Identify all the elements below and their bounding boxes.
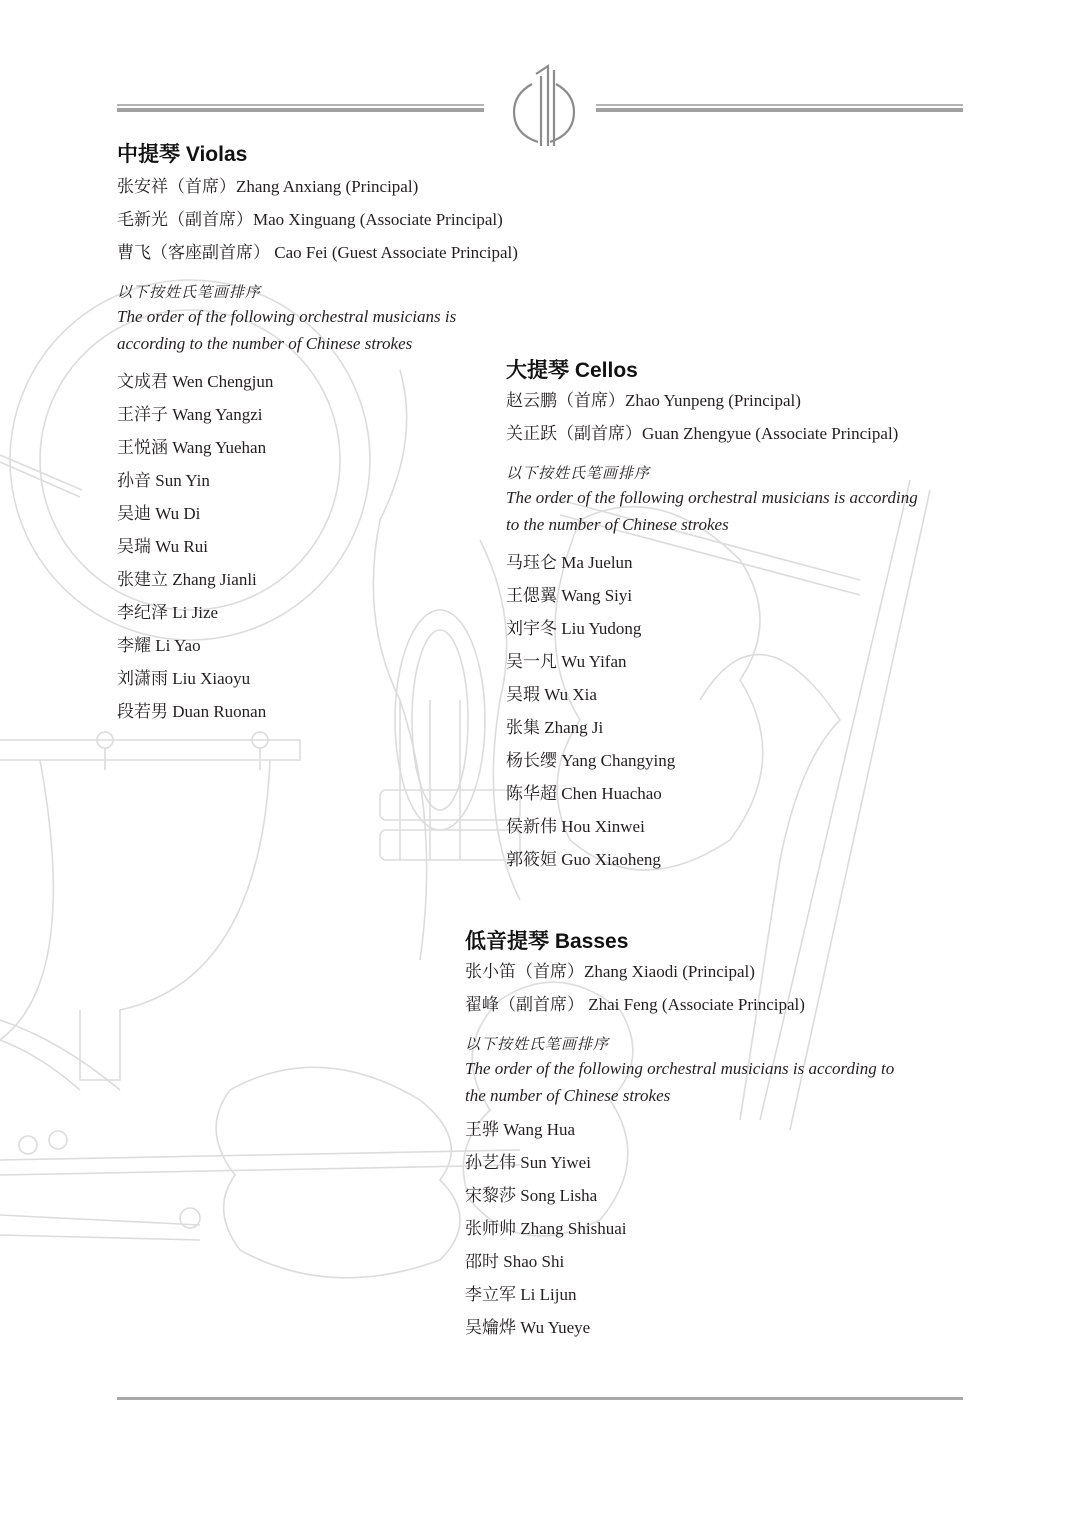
list-item: 吴迪 Wu Di xyxy=(117,504,201,523)
list-item: 邵时 Shao Shi xyxy=(465,1252,565,1271)
basses-order-note-zh: 以下按姓氏笔画排序 xyxy=(465,1037,610,1053)
list-item: 王偲翼 Wang Siyi xyxy=(506,586,633,605)
list-item: 马珏仑 Ma Juelun xyxy=(506,553,633,572)
bass-associate-principal: 翟峰（副首席） Zhai Feng (Associate Principal) xyxy=(465,995,805,1014)
cellos-order-note-en-1: The order of the following orchestral musicians is according xyxy=(506,488,918,507)
header-rule-left xyxy=(117,104,484,113)
basses-section xyxy=(465,929,894,1344)
list-item: 陈华超 Chen Huachao xyxy=(506,784,662,803)
viola-associate-principal: 毛新光（副首席）Mao Xinguang (Associate Principal) xyxy=(117,210,503,229)
list-item: 李耀 Li Yao xyxy=(117,636,201,655)
list-item: 孙音 Sun Yin xyxy=(117,471,210,490)
cello-principal: 赵云鹏（首席）Zhao Yunpeng (Principal) xyxy=(506,391,801,410)
list-item: 段若男 Duan Ruonan xyxy=(117,702,267,721)
viola-principal: 张安祥（首席）Zhang Anxiang (Principal) xyxy=(117,177,419,196)
violas-order-note-zh: 以下按姓氏笔画排序 xyxy=(117,285,262,301)
list-item: 侯新伟 Hou Xinwei xyxy=(506,817,645,836)
basses-heading: 低音提琴 Basses xyxy=(465,930,629,953)
list-item: 吴一凡 Wu Yifan xyxy=(506,652,627,671)
violas-order-note-en-1: The order of the following orchestral musicians is xyxy=(117,307,457,326)
cellos-section xyxy=(506,358,918,876)
list-item: 郭筱姮 Guo Xiaoheng xyxy=(506,850,661,869)
orchestra-logo-icon xyxy=(508,62,580,148)
cellos-order-note-zh: 以下按姓氏笔画排序 xyxy=(506,466,651,482)
list-item: 孙艺伟 Sun Yiwei xyxy=(465,1153,591,1172)
list-item: 刘宇冬 Liu Yudong xyxy=(506,619,642,638)
list-item: 文成君 Wen Chengjun xyxy=(117,372,274,391)
header-rule-right xyxy=(596,104,963,113)
list-item: 吴瑞 Wu Rui xyxy=(117,537,208,556)
violas-order-note-en-2: according to the number of Chinese strokes xyxy=(117,334,413,353)
list-item: 张师帅 Zhang Shishuai xyxy=(465,1219,627,1238)
list-item: 张建立 Zhang Jianli xyxy=(117,570,257,589)
list-item: 王骅 Wang Hua xyxy=(465,1120,576,1139)
list-item: 吴爚烨 Wu Yueye xyxy=(465,1318,591,1337)
violas-heading: 中提琴 Violas xyxy=(117,143,248,166)
list-item: 王悦涵 Wang Yuehan xyxy=(117,438,267,457)
cellos-heading: 大提琴 Cellos xyxy=(506,359,638,382)
violas-section xyxy=(117,142,518,728)
list-item: 张集 Zhang Ji xyxy=(506,718,604,737)
bass-principal: 张小笛（首席）Zhang Xiaodi (Principal) xyxy=(465,962,755,981)
list-item: 吴瑕 Wu Xia xyxy=(506,685,597,704)
list-item: 杨长缨 Yang Changying xyxy=(506,751,676,770)
footer-rule xyxy=(117,1397,963,1400)
list-item: 刘潇雨 Liu Xiaoyu xyxy=(117,669,251,688)
viola-guest-associate-principal: 曹飞（客座副首席） Cao Fei (Guest Associate Principal) xyxy=(117,243,518,262)
basses-order-note-en-1: The order of the following orchestral musicians is according to xyxy=(465,1059,895,1078)
list-item: 宋黎莎 Song Lisha xyxy=(465,1186,598,1205)
basses-order-note-en-2: the number of Chinese strokes xyxy=(465,1086,671,1105)
cellos-order-note-en-2: to the number of Chinese strokes xyxy=(506,515,729,534)
list-item: 李纪泽 Li Jize xyxy=(117,603,219,622)
list-item: 李立军 Li Lijun xyxy=(465,1285,577,1304)
cello-associate-principal: 关正跃（副首席）Guan Zhengyue (Associate Principal) xyxy=(506,424,899,443)
list-item: 王洋子 Wang Yangzi xyxy=(117,405,263,424)
